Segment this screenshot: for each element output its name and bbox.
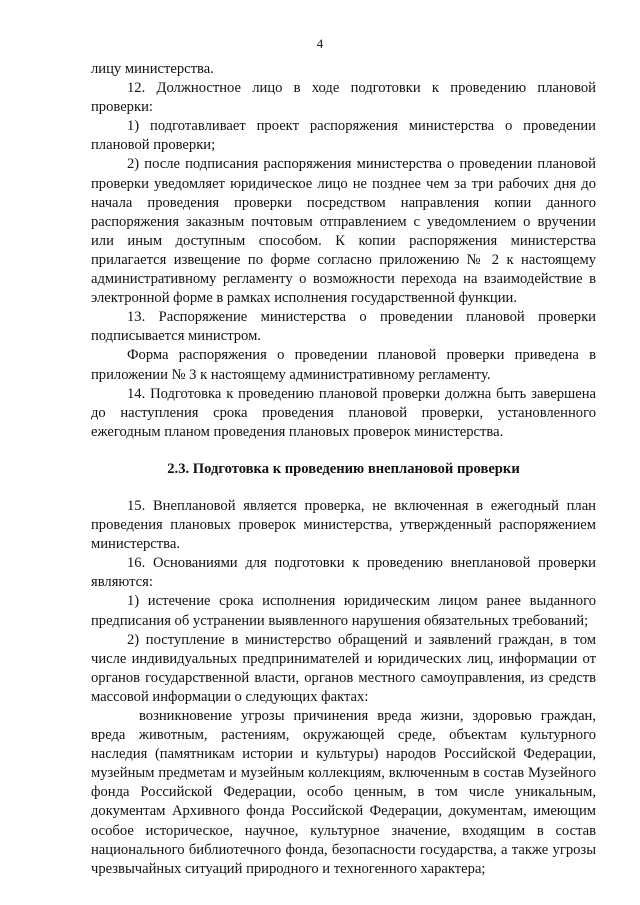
document-body [91, 60, 596, 879]
page-number: 4 [316, 36, 324, 51]
paragraph-12-item-1: 1) подготавливает проект распоряжения министерства о проведении плановой проверки; [91, 118, 596, 154]
paragraph-14: 14. Подготовка к проведению плановой проверки должна быть завершена до наступления срока проведения плановой проверки, установленного ежегодным планом проведения плановых проверок министерства. [91, 385, 596, 440]
paragraph-12: 12. Должностное лицо в ходе подготовки к проведению плановой проверки: [91, 80, 596, 116]
paragraph-13-form: Форма распоряжения о проведении плановой проверки приведена в приложении № 3 к настоящему административному регламенту. [91, 347, 596, 383]
paragraph-16-threat: возникновение угрозы причинения вреда жизни, здоровью граждан, вреда животным, растениям, окружающей среде, объектам культурного наследия (памятникам истории и культуры) народов Российской Федерации, музейным предметам и музейным коллекциям, включенным в состав Музейного фонда Российской Федерации, особо ценным, в том числе уникальным, документам Архивного фонда Российской Федерации, документам, имеющим особое историческое, научное, культурное значение, входящим в состав национального библиотечного фонда, безопасности государства, а также угрозы чрезвычайных ситуаций природного и техногенного характера; [91, 708, 596, 877]
paragraph-15: 15. Внеплановой является проверка, не включенная в ежегодный план проведения плановых проверок министерства, утвержденный распоряжением министерства. [91, 497, 596, 553]
paragraph-13: 13. Распоряжение министерства о проведении плановой проверки подписывается министром. [91, 309, 596, 345]
paragraph-continuation: лицу министерства. [91, 61, 214, 77]
section-heading: 2.3. Подготовка к проведению внеплановой проверки [167, 460, 520, 477]
paragraph-16: 16. Основаниями для подготовки к проведению внеплановой проверки являются: [91, 555, 596, 591]
paragraph-12-item-2: 2) после подписания распоряжения министерства о проведении плановой проверки уведомляет юридическое лицо не позднее чем за три рабочих дня до начала проведения проверки посредством направления копии данного распоряжения заказным почтовым отправлением с уведомлением о вручении или иным доступным способом. К копии распоряжения министерства прилагается извещение по форме согласно приложению № 2 к настоящему административному регламенту о возможности перехода на взаимодействие в электронной форме в рамках исполнения государственной функции. [91, 156, 596, 307]
paragraph-16-item-2: 2) поступление в министерство обращений и заявлений граждан, в том числе индивидуальных предпринимателей и юридических лиц, информации от органов государственной власти, органов местного самоуправления, из средств массовой информации о следующих фактах: [91, 631, 596, 705]
paragraph-16-item-1: 1) истечение срока исполнения юридическим лицом ранее выданного предписания об устранении выявленного нарушения обязательных требований; [91, 593, 596, 629]
